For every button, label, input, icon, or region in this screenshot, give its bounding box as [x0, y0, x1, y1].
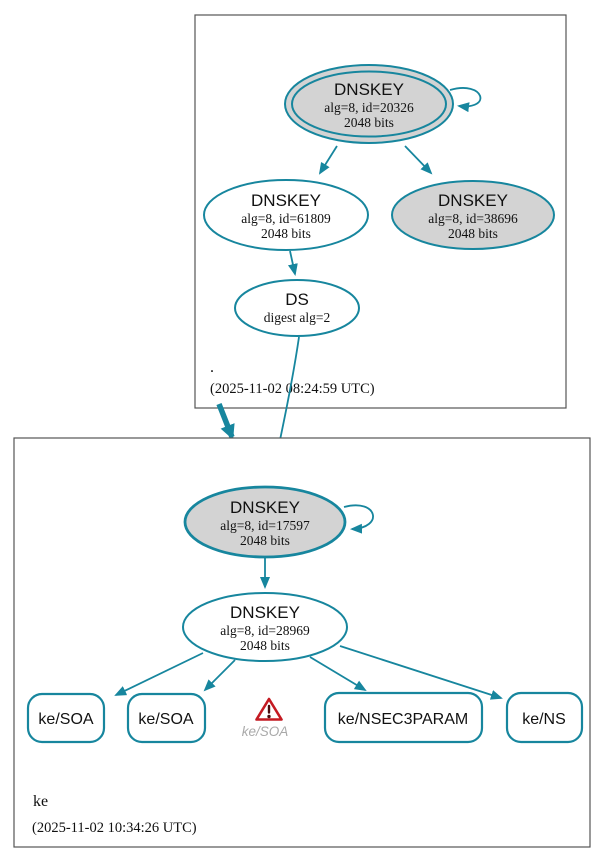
node-dnskey-61809-attr2: 2048 bits — [261, 226, 311, 241]
node-dnskey-38696[interactable] — [392, 181, 554, 249]
node-dnskey-28969-attr2: 2048 bits — [240, 638, 290, 653]
node-ds-attr1: digest alg=2 — [263, 310, 331, 325]
cluster-root-zone — [195, 15, 566, 408]
node-dnskey-17597-attr1: alg=8, id=17597 — [220, 518, 310, 533]
node-dnskey-38696-title: DNSKEY — [438, 191, 508, 210]
node-dnskey-28969[interactable] — [183, 593, 347, 661]
node-dnskey-28969-attr1: alg=8, id=28969 — [220, 623, 310, 638]
node-dnskey-38696-attr1: alg=8, id=38696 — [428, 211, 518, 226]
node-dnskey-17597-title: DNSKEY — [230, 498, 300, 517]
cluster-ke-zone — [14, 438, 590, 847]
node-dnskey-20326-attr2: 2048 bits — [344, 115, 394, 130]
node-rrset-ke-ns-label: ke/NS — [522, 711, 566, 728]
node-dnskey-17597-attr2: 2048 bits — [240, 533, 290, 548]
node-rrset-ke-soa-1-label: ke/SOA — [38, 711, 94, 728]
root-zone-timestamp: (2025-11-02 08:24:59 UTC) — [210, 381, 375, 397]
node-dnskey-28969-title: DNSKEY — [230, 603, 300, 622]
node-dnskey-61809[interactable] — [204, 180, 368, 250]
node-dnskey-38696-attr2: 2048 bits — [448, 226, 498, 241]
node-dnskey-20326[interactable] — [285, 65, 453, 143]
node-rrset-ke-soa-1[interactable] — [28, 694, 104, 742]
node-rrset-ke-nsec3param-label: ke/NSEC3PARAM — [337, 711, 469, 728]
node-ds-title: DS — [285, 290, 309, 309]
node-rrset-ke-soa-warning-label: ke/SOA — [241, 724, 289, 739]
node-dnskey-20326-attr1: alg=8, id=20326 — [324, 100, 414, 115]
node-rrset-ke-ns[interactable] — [507, 693, 582, 742]
root-zone-label: . — [210, 359, 214, 376]
ke-zone-label: ke — [33, 793, 49, 810]
node-dnskey-61809-title: DNSKEY — [251, 191, 321, 210]
node-dnskey-20326-title: DNSKEY — [334, 80, 404, 99]
edge-delegation-root-to-ke — [219, 404, 232, 437]
node-dnskey-61809-attr1: alg=8, id=61809 — [241, 211, 331, 226]
node-ds-root-ke[interactable] — [235, 280, 359, 336]
node-rrset-ke-soa-2[interactable] — [128, 694, 205, 742]
node-rrset-ke-nsec3param[interactable] — [325, 693, 482, 742]
ke-zone-timestamp: (2025-11-02 10:34:26 UTC) — [32, 820, 197, 836]
node-rrset-ke-soa-2-label: ke/SOA — [138, 711, 194, 728]
node-dnskey-17597[interactable] — [185, 487, 345, 557]
